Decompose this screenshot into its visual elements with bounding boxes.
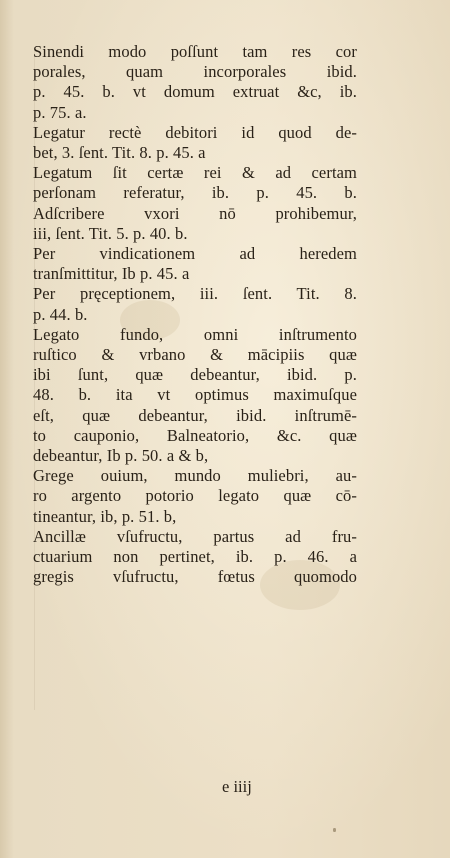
text-line: Legato fundo, omni inſtrumento <box>33 324 357 344</box>
text-line: iii, ſent. Tit. 5. p. 40. b. <box>33 223 188 243</box>
text-line: ro argento potorio legato quæ cō- <box>33 486 357 506</box>
text-line: ruſtico & vrbano & mācipiis quæ <box>33 345 357 365</box>
text-line: porales, quam incorporales ibid. <box>33 62 357 82</box>
text-line: gregis vſufructu, fœtus quomodo <box>33 567 357 587</box>
text-line: perſonam referatur, ib. p. 45. b. <box>33 183 357 203</box>
text-line: p. 75. a. <box>33 102 87 122</box>
ink-speck <box>333 828 336 832</box>
text-line: p. 45. b. vt domum extruat &c, ib. <box>33 82 357 102</box>
text-line: Adſcribere vxori nō prohibemur, <box>33 203 357 223</box>
text-line: Per vindicationem ad heredem <box>33 244 357 264</box>
text-line: tineantur, ib, p. 51. b, <box>33 506 177 526</box>
text-line: bet, 3. ſent. Tit. 8. p. 45. a <box>33 143 206 163</box>
text-line: Ancillæ vſufructu, partus ad fru- <box>33 526 357 546</box>
text-line: eſt, quæ debeantur, ibid. inſtrumē- <box>33 405 357 425</box>
text-line: to cauponio, Balneatorio, &c. quæ <box>33 425 357 445</box>
index-text-block <box>33 42 357 587</box>
signature-mark: e iiij <box>222 777 252 796</box>
text-line: Legatum ſit certæ rei & ad certam <box>33 163 357 183</box>
text-line: 48. b. ita vt optimus maximuſque <box>33 385 357 405</box>
text-line: Legatur rectè debitori id quod de- <box>33 122 357 142</box>
text-line: Grege ouium, mundo muliebri, au- <box>33 466 357 486</box>
text-line: Per pręceptionem, iii. ſent. Tit. 8. <box>33 284 357 304</box>
text-line: tranſmittitur, Ib p. 45. a <box>33 264 190 284</box>
text-line: p. 44. b. <box>33 304 88 324</box>
text-line: debeantur, Ib p. 50. a & b, <box>33 446 209 466</box>
text-line: Sinendi modo poſſunt tam res cor <box>33 42 357 61</box>
text-line: ibi ſunt, quæ debeantur, ibid. p. <box>33 365 357 385</box>
text-line: ctuarium non pertinet, ib. p. 46. a <box>33 547 357 567</box>
